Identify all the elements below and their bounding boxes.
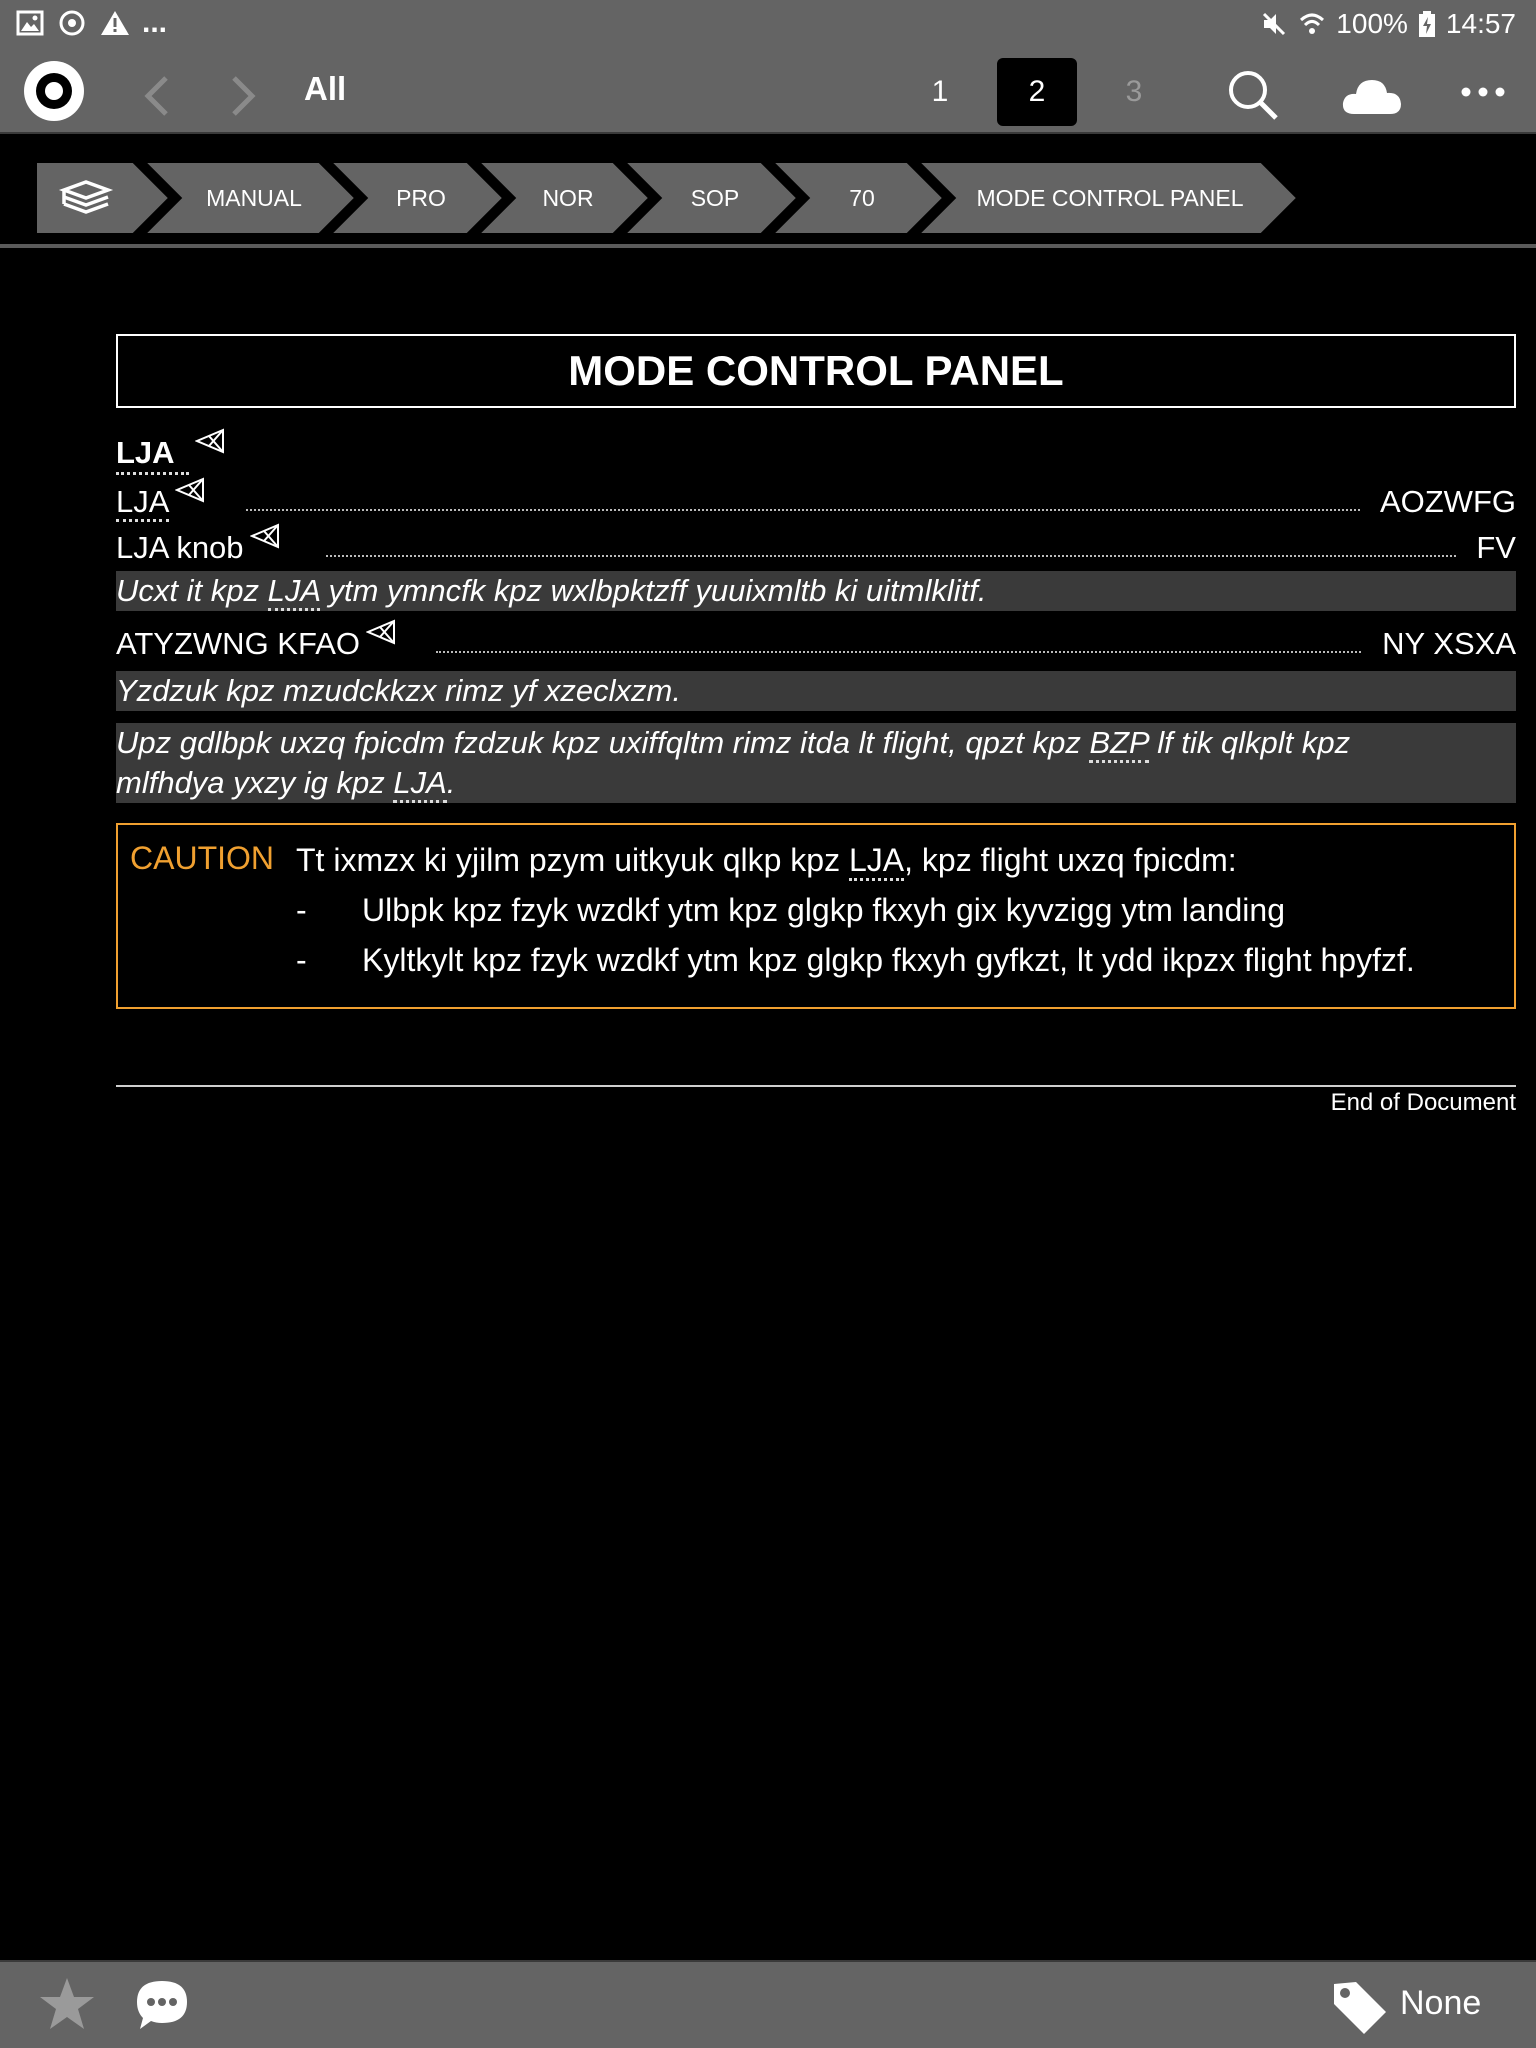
caution-item-text: Ulbpk kpz fzyk wzdkf ytm kpz glgkp fkxyh gix kyvzigg ytm landing [362, 892, 1285, 928]
dotted-leader [326, 555, 1516, 557]
cloud-sync-icon[interactable] [1340, 74, 1404, 118]
system-icons [1260, 8, 1516, 40]
tag-label[interactable]: None [1400, 1984, 1482, 2022]
more-notifications-text: ... [142, 6, 168, 39]
page-tab-3[interactable]: 3 [1125, 75, 1143, 108]
abbreviation-link[interactable]: LJA [268, 573, 320, 611]
item-value: FV [1456, 529, 1516, 567]
note-block [116, 723, 1516, 803]
panel-marker-icon [195, 428, 225, 454]
caution-body [296, 835, 1502, 985]
panel-marker-icon [175, 477, 205, 503]
note-text: Upz gdlbpk uxzq fpicdm fzdzuk kpz uxiffqltm rimz itda lt flight, qpzt kpz [116, 725, 1090, 760]
item-label-wrap [116, 483, 219, 521]
forward-arrow-icon[interactable] [226, 74, 260, 118]
item-value: AOZWFG [1360, 483, 1516, 521]
item-row [116, 625, 1516, 663]
battery-icon [1418, 10, 1436, 38]
clock: 14:57 [1445, 8, 1516, 39]
note-text: mlfhdya yxzy ig kpz [116, 765, 394, 800]
end-of-document: End of Document [1330, 1089, 1516, 1116]
caution-text: Tt ixmzx ki yjilm pzym uitkyuk qlkp kpz [296, 842, 849, 878]
item-label-wrap [116, 529, 294, 567]
note-text: Ucxt it kpz [116, 573, 268, 608]
item-label: ATYZWNG KFAO [116, 626, 360, 661]
image-notification-icon [16, 9, 44, 37]
breadcrumb-label: 70 [849, 185, 875, 211]
note-text: . [446, 765, 456, 800]
caution-title: CAUTION [130, 840, 274, 876]
list-dash: - [296, 892, 307, 928]
item-label-wrap [116, 625, 410, 663]
item-value: NY XSXA [1362, 625, 1516, 663]
breadcrumb [0, 136, 1536, 248]
note-text: lf tik qlkplt kpz [1148, 725, 1351, 760]
page-tab-1[interactable]: 1 [931, 75, 949, 108]
end-divider [116, 1085, 1516, 1087]
top-toolbar [0, 48, 1536, 134]
breadcrumb-label: NOR [542, 185, 594, 211]
caution-item-text: Kyltkylt kpz fzyk wzdkf ytm kpz glgkp fkxyh gyfkzt, lt ydd ikpzx flight hpyfzf. [362, 942, 1415, 978]
panel-marker-icon [250, 523, 280, 549]
battery-percent: 100% [1336, 8, 1408, 39]
note-block [116, 571, 1516, 611]
breadcrumb-label: PRO [396, 185, 446, 211]
comment-icon[interactable] [134, 1978, 190, 2032]
caution-box [116, 823, 1516, 1009]
caution-list-item [296, 885, 1502, 935]
dotted-leader [246, 509, 1516, 511]
note-text: ytm ymncfk kpz wxlbpktzff yuuixmltb ki uitmlklitf. [319, 573, 987, 608]
wifi-icon [1298, 10, 1326, 38]
breadcrumb-label: SOP [690, 185, 740, 211]
breadcrumb-label: MANUAL [206, 185, 302, 211]
sync-notification-icon [58, 9, 86, 37]
item-row [116, 483, 1516, 521]
panel-marker-icon [366, 619, 396, 645]
heading-row [116, 434, 1516, 475]
breadcrumb-item-mode-control-panel[interactable] [914, 160, 1300, 236]
tag-icon[interactable] [1330, 1978, 1390, 2036]
mute-icon [1260, 10, 1288, 38]
breadcrumb-label: MODE CONTROL PANEL [976, 185, 1244, 211]
caution-text: , kpz flight uxzq fpicdm: [904, 842, 1237, 878]
document-content [116, 334, 1516, 1117]
notification-icons [16, 8, 167, 38]
star-icon[interactable] [38, 1976, 96, 2032]
more-options-icon[interactable] [1460, 86, 1506, 98]
abbreviation-link[interactable]: LJA [393, 765, 446, 803]
document-title: MODE CONTROL PANEL [116, 334, 1516, 408]
component-heading[interactable]: LJA [116, 434, 189, 475]
bottom-toolbar [0, 1960, 1536, 2048]
item-row [116, 529, 1516, 567]
abbreviation-link[interactable]: LJA [849, 842, 904, 881]
search-icon[interactable] [1226, 68, 1280, 122]
item-label: LJA knob [116, 530, 244, 565]
caution-intro [296, 835, 1502, 885]
back-arrow-icon[interactable] [140, 74, 174, 118]
note-block: Yzdzuk kpz mzudckkzx rimz yf xzeclxzm. [116, 671, 1516, 711]
library-filter-title[interactable]: All [304, 70, 347, 107]
status-bar [0, 0, 1536, 48]
app-logo-icon[interactable] [24, 61, 84, 121]
caution-list-item [296, 935, 1502, 985]
list-dash: - [296, 942, 307, 978]
warning-notification-icon [100, 9, 130, 37]
page-tab-2[interactable]: 2 [997, 58, 1077, 126]
abbreviation-link[interactable]: BZP [1089, 725, 1148, 763]
dotted-leader [436, 651, 1516, 653]
item-label[interactable]: LJA [116, 484, 169, 522]
